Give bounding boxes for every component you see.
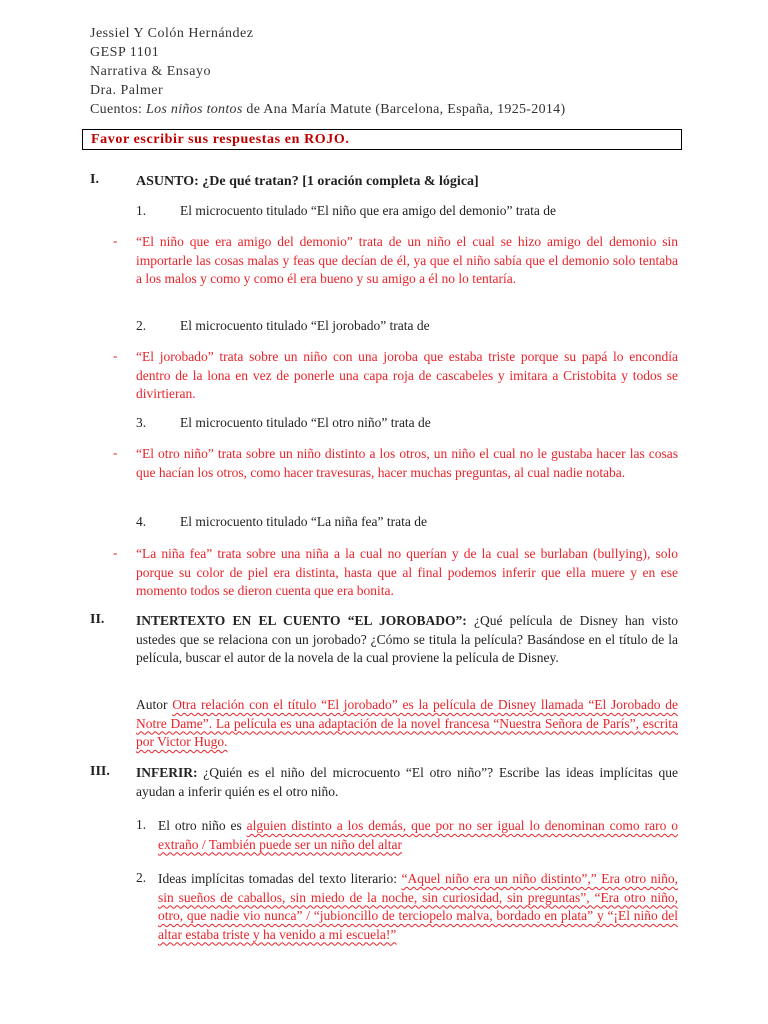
question-2-text: El microcuento titulado “El jorobado” trata de [180, 318, 430, 333]
section2-number: II. [90, 612, 105, 627]
question-2-number: 2. [136, 318, 147, 333]
list-item-2-answer: “Aquel niño era un niño distinto”,” Era otro niño, sin sueños de caballos, sin miedo de la noche, sin curiosidad, sin preguntas”, “Era otro niño, otro, que nadie vio nunca” / “jubioncillo de terciopelo malva, bordado en plata” y “¡El niño del altar estaba triste y ha venido a mi escuela!” [158, 871, 679, 942]
section2-body [136, 612, 678, 668]
answer-3: “El otro niño” trata sobre un niño distinto a los otros, un niño el cual no le gustaba hacer las cosas que hacían los otros, como hacer travesuras, hacer muchas preguntas, al cual nadie notaba. [136, 446, 678, 480]
section1-number: I. [90, 172, 99, 187]
section3-number: III. [90, 764, 110, 779]
question-3-text: El microcuento titulado “El otro niño” trata de [180, 415, 431, 430]
list-item-1-answer: alguien distinto a los demás, que por no ser igual lo denominan como raro o extraño / También puede ser un niño del altar [158, 818, 678, 852]
bullet-dash: - [113, 545, 118, 560]
cuentos-line [90, 100, 565, 119]
list-item-2-label: Ideas implícitas tomadas del texto literario: [158, 871, 398, 886]
answer-4: “La niña fea” trata sobre una niña a la cual no querían y de la cual se burlaban (bullying), solo porque su color de piel era distinta, hasta que al final podemos inferir que ella muere y en ese momento todos se dieron cuenta que era bonita. [136, 546, 678, 598]
section3-prompt: ¿Quién es el niño del microcuento “El otro niño”? Escribe las ideas implícitas que ayudan a inferir quién es el otro niño. [136, 765, 679, 799]
section2-prompt: ¿Qué película de Disney han visto ustedes que se relaciona con un jorobado? ¿Cómo se titula la película? Basándose en el título de la película, buscar el autor de la novela de la cual proviene la película de Disney. [136, 613, 679, 665]
question-1-number: 1. [136, 203, 147, 218]
section3-title: INFERIR: [136, 765, 198, 780]
answer-1: “El niño que era amigo del demonio” trata de un niño el cual se hizo amigo del demonio sin importarle las cosas malas y feas que decían de él, ya que el niño sabía que el demonio solo tentaba a los malos y como y como él era bueno y su amigo a él no lo tentaría. [136, 234, 678, 286]
bullet-dash: - [113, 233, 118, 248]
section1-title: ASUNTO: ¿De qué tratan? [1 oración completa & lógica] [136, 174, 479, 189]
question-2 [136, 318, 430, 334]
answer-2: “El jorobado” trata sobre un niño con una joroba que estaba triste porque su papá lo encondía dentro de la lona en vez de ponerle una capa roja de cascabeles y imitara a Cristobita y todos se divirtieran. [136, 349, 678, 401]
course-subject: Narrativa & Ensayo [90, 64, 211, 79]
student-name: Jessiel Y Colón Hernández [90, 26, 254, 41]
question-1 [136, 203, 556, 219]
question-4-text: El microcuento titulado “La niña fea” trata de [180, 514, 428, 529]
question-4 [136, 514, 427, 530]
question-4-number: 4. [136, 514, 147, 529]
section2-title: INTERTEXTO EN EL CUENTO “EL JOROBADO”: [136, 613, 467, 628]
question-3 [136, 415, 431, 431]
author-label: Autor [136, 697, 168, 712]
instruction-box: Favor escribir sus respuestas en ROJO. [82, 129, 682, 150]
section3-body [136, 764, 678, 801]
course-code: GESP 1101 [90, 45, 160, 60]
list-item-1-number: 1. [136, 817, 147, 832]
question-1-text: El microcuento titulado “El niño que era amigo del demonio” trata de [180, 203, 556, 218]
author-answer: Otra relación con el título “El jorobado” es la película de Disney llamada “El Jorobado de Notre Dame”. La película es una adaptación de la novel francesa “Nuestra Señora de París”, escrita por Victor Hugo. [136, 697, 678, 749]
list-item-1 [158, 817, 678, 854]
bullet-dash: - [113, 445, 118, 460]
cuentos-label: Cuentos: [90, 102, 143, 117]
list-item-2-number: 2. [136, 870, 147, 885]
professor-name: Dra. Palmer [90, 83, 164, 98]
bullet-dash: - [113, 348, 118, 363]
list-item-1-label: El otro niño es [158, 818, 242, 833]
section2-author [136, 696, 678, 752]
cuentos-author: de Ana María Matute (Barcelona, España, 1925-2014) [246, 102, 566, 117]
question-3-number: 3. [136, 415, 147, 430]
list-item-2 [158, 870, 678, 944]
cuentos-title: Los niños tontos [146, 102, 243, 117]
